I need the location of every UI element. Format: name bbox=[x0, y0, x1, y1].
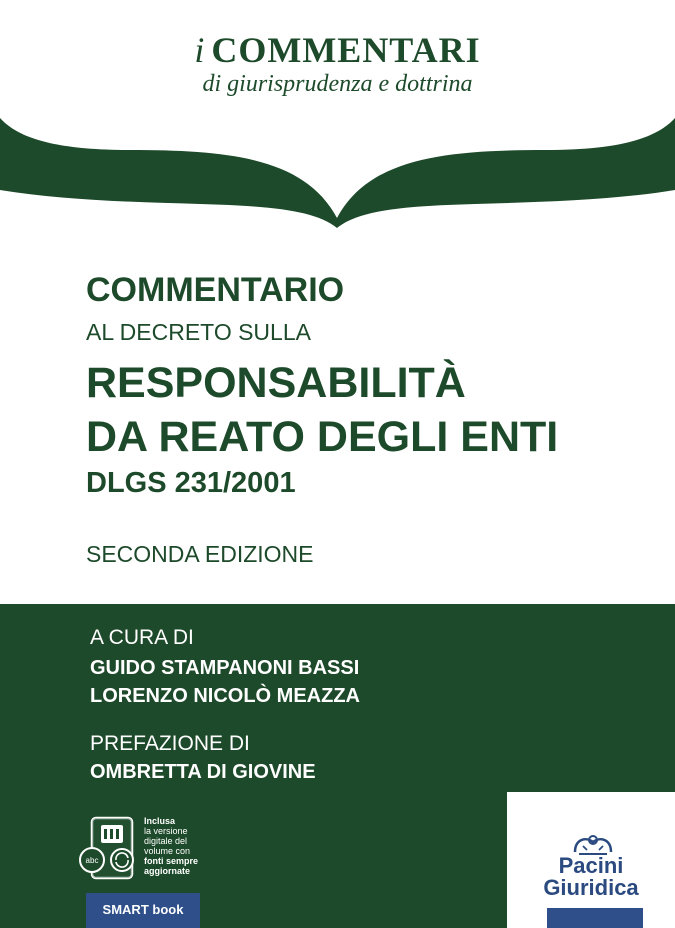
publisher-color-bar bbox=[547, 908, 643, 928]
smartbook-badge: SMART book bbox=[86, 893, 200, 928]
editor-name-2: LORENZO NICOLÒ MEAZZA bbox=[90, 685, 360, 707]
smartbook-icon bbox=[78, 816, 140, 886]
series-title-main: COMMENTARI bbox=[211, 30, 481, 70]
publisher-name-line-1: Pacini bbox=[558, 853, 624, 878]
editors-label: A CURA DI bbox=[90, 626, 194, 649]
smartbook-text-2: la versione bbox=[144, 826, 188, 836]
title-line-5: DLGS 231/2001 bbox=[86, 467, 296, 499]
smartbook-description bbox=[144, 816, 224, 876]
series-title bbox=[0, 30, 675, 70]
smartbook-text-5: fonti sempre bbox=[144, 856, 199, 866]
smartbook-text-3: digitale del bbox=[144, 836, 188, 846]
edition-label: SECONDA EDIZIONE bbox=[86, 541, 314, 567]
open-book-decoration bbox=[0, 108, 675, 228]
abc-icon-label: abc bbox=[85, 856, 99, 865]
editor-name-1: GUIDO STAMPANONI BASSI bbox=[90, 657, 360, 679]
preface-author: OMBRETTA DI GIOVINE bbox=[90, 761, 316, 783]
series-header bbox=[0, 0, 675, 110]
smartbook-text-6: aggiornate bbox=[144, 866, 191, 876]
series-subtitle: di giurisprudenza e dottrina bbox=[202, 71, 473, 97]
title-line-4: DA REATO DEGLI ENTI bbox=[86, 413, 559, 461]
publisher-logo-box bbox=[507, 792, 675, 928]
smartbook-text-1: Inclusa bbox=[144, 816, 176, 826]
title-line-2: AL DECRETO SULLA bbox=[86, 319, 311, 345]
publisher-name-line-2: Giuridica bbox=[543, 875, 639, 900]
smartbook-text-4: volume con bbox=[144, 846, 191, 856]
preface-label: PREFAZIONE DI bbox=[90, 732, 250, 755]
title-line-3: RESPONSABILITÀ bbox=[86, 359, 466, 407]
title-line-1: COMMENTARIO bbox=[86, 271, 345, 309]
series-title-lead: i bbox=[194, 30, 206, 70]
